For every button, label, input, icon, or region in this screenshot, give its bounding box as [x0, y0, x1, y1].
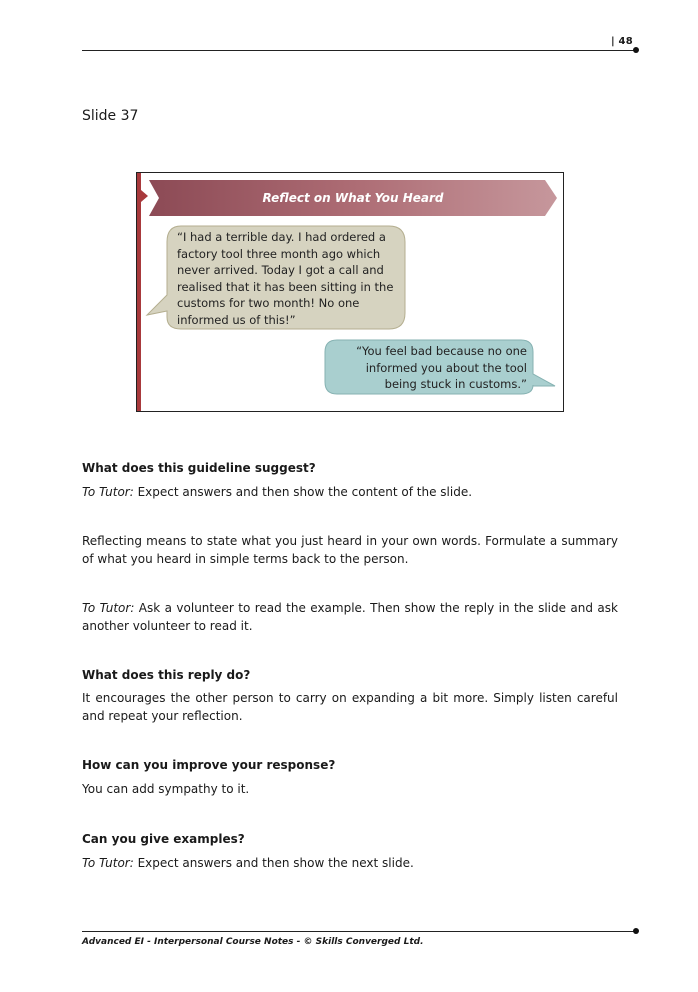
- tutor-prefix: To Tutor:: [82, 856, 134, 870]
- quote-line: realised that it has been sitting in the: [177, 279, 394, 294]
- slide-banner-title: Reflect on What You Heard: [262, 191, 444, 205]
- footer-rule-dot: [633, 928, 639, 934]
- tutor-note: [82, 855, 618, 873]
- reply-line: being stuck in customs.”: [384, 377, 527, 391]
- tutor-prefix: To Tutor:: [82, 601, 135, 615]
- header-rule-dot: [633, 47, 639, 53]
- reply-line: “You feel bad because no one: [356, 344, 527, 358]
- tutor-note-text: Expect answers and then show the next slide.: [133, 856, 414, 870]
- quote-line: informed us of this!”: [177, 312, 296, 327]
- quote-line: factory tool three month ago which: [177, 246, 381, 261]
- footer-text: Advanced EI - Interpersonal Course Notes - © Skills Converged Ltd.: [82, 937, 424, 947]
- slide-label: Slide 37: [82, 108, 139, 124]
- section-heading: How can you improve your response?: [82, 758, 336, 772]
- section-heading: What does this reply do?: [82, 668, 251, 682]
- quote-line: customs for two month! No one: [177, 296, 360, 310]
- paragraph: It encourages the other person to carry on expanding a bit more. Simply listen careful and repeat your reflection.: [82, 691, 618, 723]
- quote-line: “I had a terrible day. I had ordered a: [177, 230, 386, 244]
- quote-line: never arrived. Today I got a call and: [177, 263, 384, 277]
- tutor-note-text: Expect answers and then show the content of the slide.: [133, 485, 473, 499]
- section-heading: What does this guideline suggest?: [82, 461, 316, 475]
- tutor-note-text: Ask a volunteer to read the example. Then show the reply in the slide and ask another volunteer to read it.: [82, 601, 618, 633]
- paragraph: Reflecting means to state what you just heard in your own words. Formulate a summary of what you heard in simple terms back to the person.: [82, 534, 618, 566]
- slide-image: [136, 172, 564, 412]
- tutor-note: [82, 484, 618, 502]
- footer-rule: [82, 931, 636, 932]
- header-rule: [82, 50, 636, 51]
- quote-bubble-text: [177, 229, 401, 328]
- paragraph: You can add sympathy to it.: [82, 782, 250, 796]
- tutor-note: [82, 600, 618, 635]
- section-heading: Can you give examples?: [82, 832, 245, 846]
- reply-line: informed you about the tool: [365, 360, 527, 375]
- slide-accent-arrow: [141, 190, 148, 202]
- slide-accent-bar: [137, 173, 141, 411]
- reply-bubble-text: [327, 343, 527, 393]
- page-number: | 48: [611, 36, 633, 47]
- tutor-prefix: To Tutor:: [82, 485, 134, 499]
